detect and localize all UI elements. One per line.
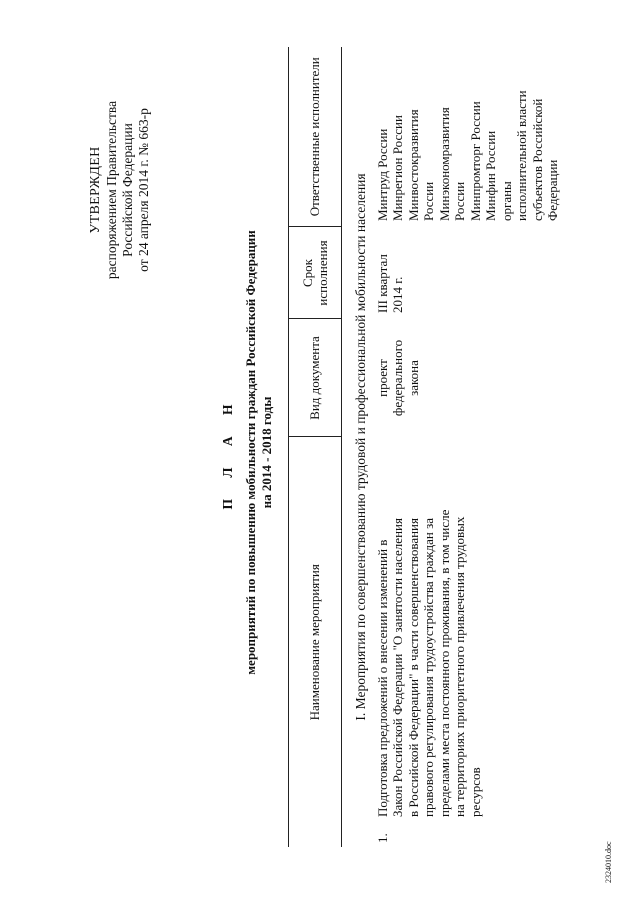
header-doc-type: Вид документа	[289, 319, 342, 437]
term-line: III квартал	[374, 254, 390, 313]
approval-line-3: от 24 апреля 2014 г. № 663-р	[136, 108, 151, 272]
section-row	[342, 47, 375, 847]
measure-name-line: правового регулирования трудоустройства граждан за	[421, 518, 436, 817]
approval-title: УТВЕРЖДЕН	[88, 146, 103, 234]
doc-type-cell	[375, 319, 561, 437]
responsible-line: Минфин России	[483, 130, 498, 221]
plan-table	[288, 47, 561, 847]
approval-line-2: Российской Федерации	[120, 123, 135, 257]
responsible-line: субъектов Российской	[529, 98, 545, 221]
measure-cell	[375, 437, 561, 847]
measure-name-line: Подготовка предложений о внесении изменений в	[374, 539, 390, 817]
doc-type-line: федерального	[390, 339, 405, 417]
measure-name-line: ресурсов	[467, 767, 483, 817]
file-code: 2324010.doc	[604, 841, 613, 883]
header-term: Срок исполнения	[289, 227, 342, 319]
header-name: Наименование мероприятия	[289, 437, 342, 847]
table-header-row	[289, 47, 342, 847]
responsible-line: Минвостокразвития	[405, 109, 421, 221]
plan-subtitle	[243, 70, 275, 835]
table-row	[375, 47, 561, 847]
responsible-line: России	[452, 181, 467, 221]
subtitle-line-1: мероприятий по повышению мобильности граждан Российской Федерации	[243, 230, 258, 675]
responsible-line: Минрегион России	[390, 115, 405, 221]
measure-name-line: Закон Российской Федерации "О занятости населения	[390, 518, 405, 817]
responsible-line: Минэкономразвития	[436, 107, 452, 221]
doc-type-line: закона	[405, 360, 421, 396]
responsible-line: Минтруд России	[374, 128, 390, 221]
responsible-line: органы	[498, 181, 514, 221]
section-heading: I. Мероприятия по совершенствованию трудовой и профессиональной мобильности населения	[353, 173, 368, 721]
responsible-line: России	[421, 181, 436, 221]
responsible-line: Минпромторг России	[467, 101, 483, 221]
term-cell	[375, 227, 561, 319]
measure-name	[375, 502, 484, 817]
header-responsible: Ответственные исполнители	[289, 47, 342, 227]
measure-name-line: пределами места постоянного проживания, в том числе	[436, 509, 452, 817]
subtitle-line-2: на 2014 - 2018 годы	[259, 396, 274, 509]
responsible-cell	[375, 47, 561, 227]
responsible-line: Федерации	[545, 159, 560, 221]
approval-line-1: распоряжением Правительства	[104, 100, 119, 280]
responsible-line: исполнительной власти	[514, 90, 529, 221]
approval-stamp	[88, 65, 152, 315]
plan-title: П Л А Н	[220, 395, 235, 510]
doc-type-line: проект	[374, 359, 390, 397]
term-line: 2014 г.	[390, 276, 405, 313]
measure-name-line: на территориях приоритетного привлечения трудовых	[452, 516, 467, 817]
row-number: 1.	[374, 833, 390, 843]
measure-name-line: в Российской Федерации" в части совершенствования	[405, 518, 421, 817]
